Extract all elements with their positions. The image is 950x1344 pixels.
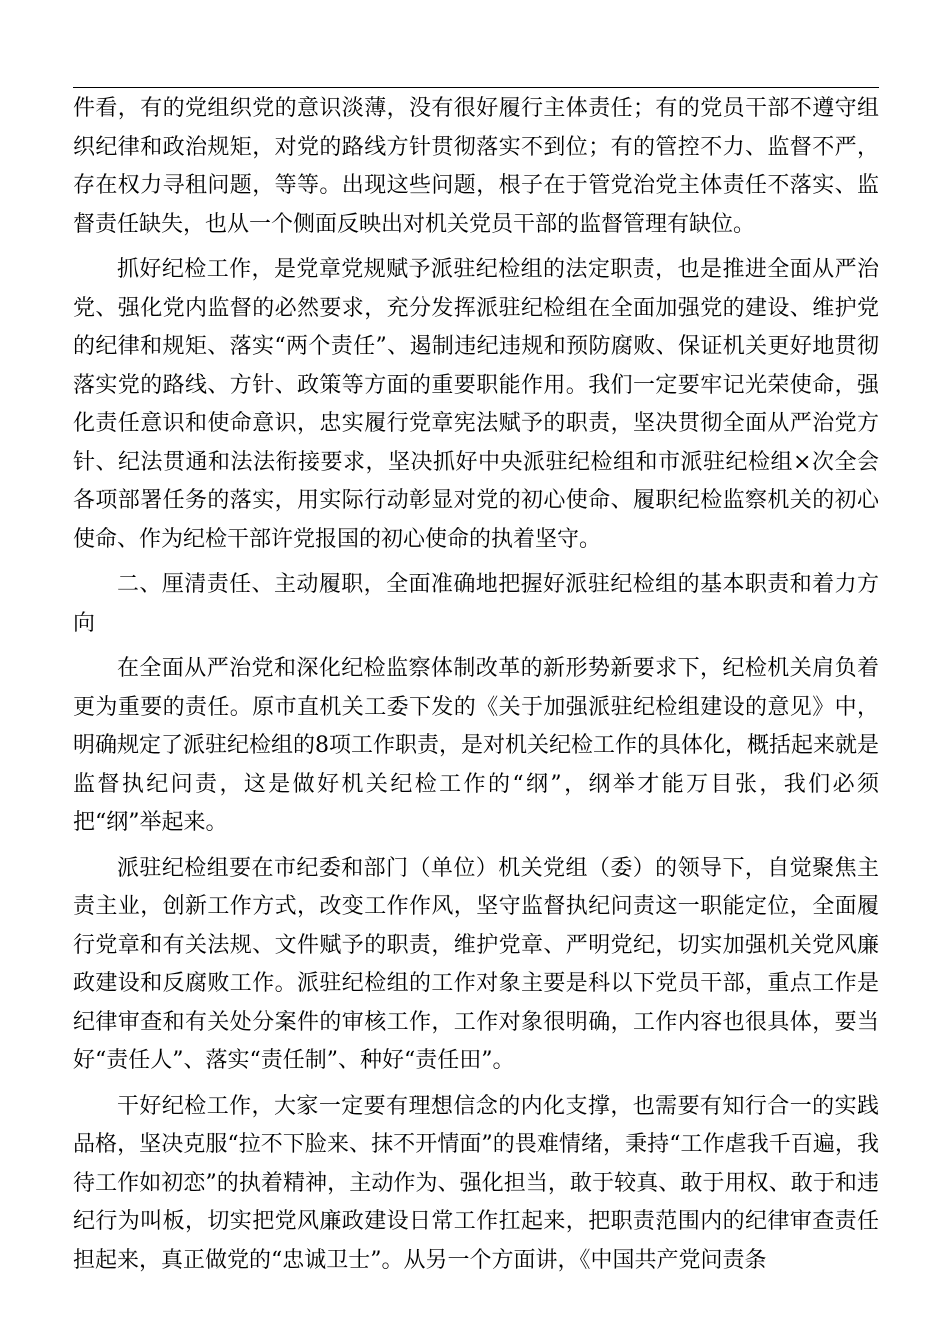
paragraph: 抓好纪检工作，是党章党规赋予派驻纪检组的法定职责，也是推进全面从严治党、强化党内监督的必然要求，充分发挥派驻纪检组在全面加强党的建设、维护党的纪律和规矩、落实“两个责任”、遏制违纪违规和预防腐败、保证机关更好地贯彻落实党的路线、方针、政策等方面的重要职能作用。我们一定要牢记光荣使命，强化责任意识和使命意识，忠实履行党章宪法赋予的职责，坚决贯彻全面从严治党方针、纪法贯通和法法衔接要求，坚决抓好中央派驻纪检组和市派驻纪检组×次全会各项部署任务的落实，用实际行动彰显对党的初心使命、履职纪检监察机关的初心使命、作为纪检干部许党报国的初心使命的执着坚守。 [73, 257, 879, 552]
header-rule [73, 87, 879, 88]
section-heading: 二、厘清责任、主动履职，全面准确地把握好派驻纪检组的基本职责和着力方向 [73, 572, 879, 636]
paragraph-continued: 件看，有的党组织党的意识淡薄，没有很好履行主体责任；有的党员干部不遵守组织纪律和政治规矩，对党的路线方针贯彻落实不到位；有的管控不力、监督不严，存在权力寻租问题，等等。出现这些问题，根子在于管党治党主体责任不落实、监督责任缺失，也从一个侧面反映出对机关党员干部的监督管理有缺位。 [73, 96, 879, 237]
paragraph: 干好纪检工作，大家一定要有理想信念的内化支撑，也需要有知行合一的实践品格，坚决克服“拉不下脸来、抹不开情面”的畏难情绪，秉持“工作虐我千百遍，我待工作如初恋”的执着精神，主动作为、强化担当，敢于较真、敢于用权、敢于和违纪行为叫板，切实把党风廉政建设日常工作扛起来，把职责范围内的纪律审查责任担起来，真正做党的“忠诚卫士”。从另一个方面讲，《中国共产党问责条 [73, 1093, 879, 1273]
document-body [73, 90, 879, 1287]
paragraph: 在全面从严治党和深化纪检监察体制改革的新形势新要求下，纪检机关肩负着更为重要的责任。原市直机关工委下发的《关于加强派驻纪检组建设的意见》中，明确规定了派驻纪检组的8项工作职责，是对机关纪检工作的具体化，概括起来就是监督执纪问责，这是做好机关纪检工作的“纲”，纲举才能万目张，我们必须把“纲”举起来。 [73, 656, 879, 835]
paragraph: 派驻纪检组要在市纪委和部门（单位）机关党组（委）的领导下，自觉聚焦主责主业，创新工作方式，改变工作作风，坚守监督执纪问责这一职能定位，全面履行党章和有关法规、文件赋予的职责，维护党章、严明党纪，切实加强机关党风廉政建设和反腐败工作。派驻纪检组的工作对象主要是科以下党员干部，重点工作是纪律审查和有关处分案件的审核工作，工作对象很明确，工作内容也很具体，要当好“责任人”、落实“责任制”、种好“责任田”。 [73, 855, 879, 1073]
